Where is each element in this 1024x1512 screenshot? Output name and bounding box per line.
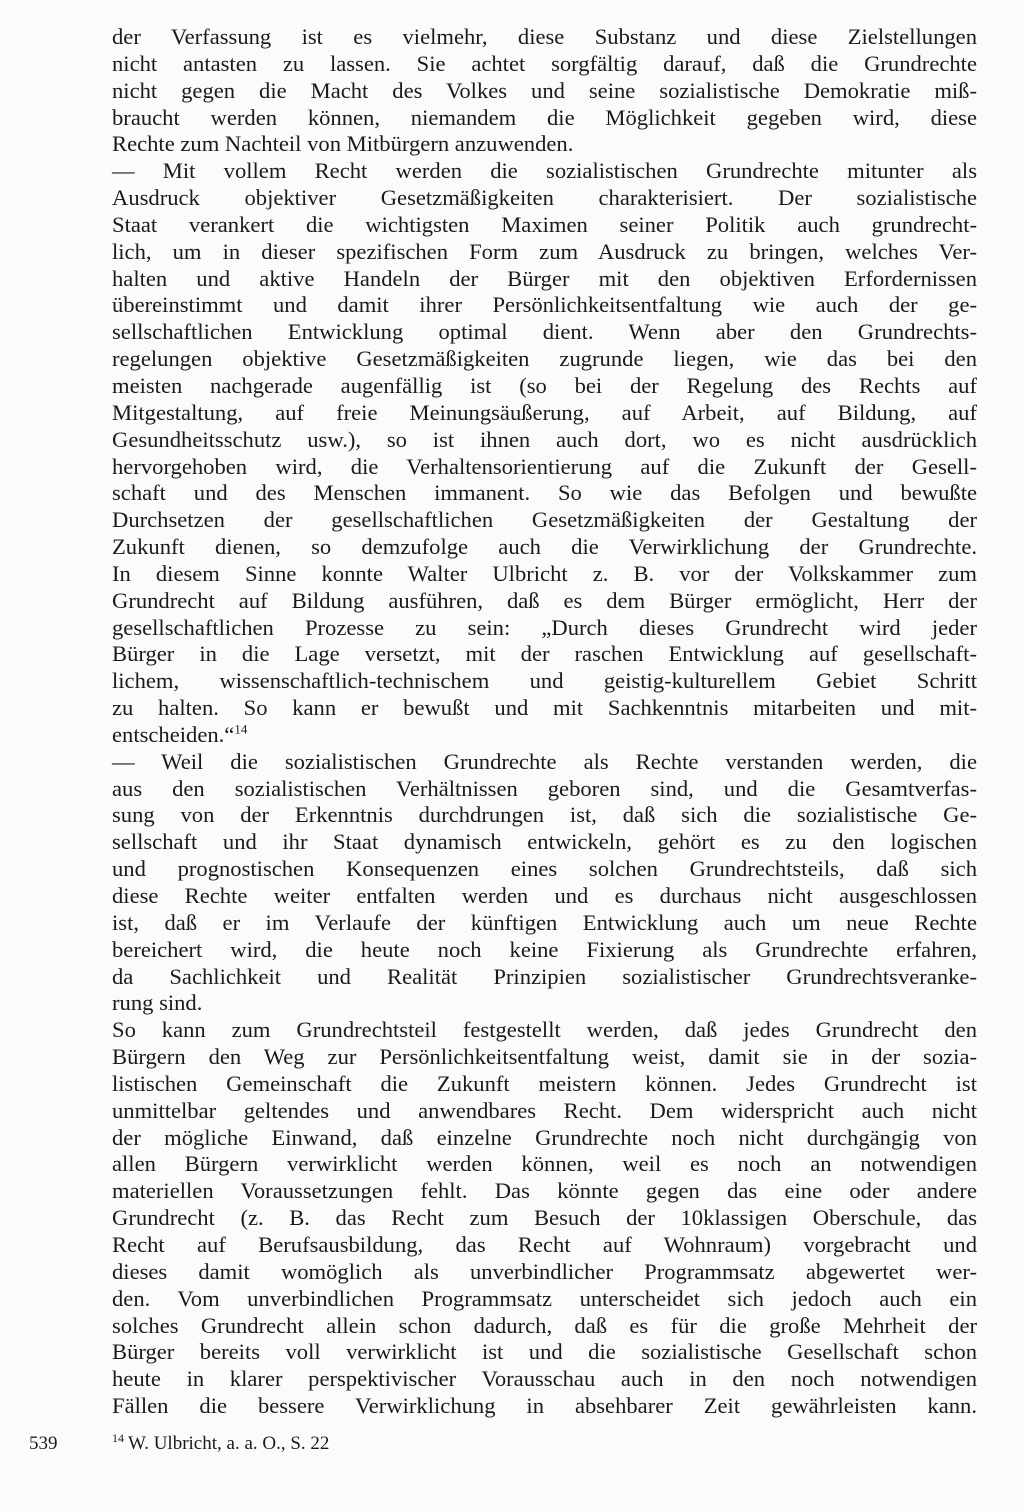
text-line: da Sachlichkeit und Realität Prinzipien sozialistischer Grundrechtsveranke- xyxy=(112,963,977,989)
text-line: — Mit vollem Recht werden die sozialistischen Grundrechte mitunter als xyxy=(112,158,977,184)
text-line: Gesundheitsschutz usw.), so ist ihnen auch dort, wo es nicht ausdrücklich xyxy=(112,426,977,452)
text-line: zu halten. So kann er bewußt und mit Sachkenntnis mitarbeiten und mit- xyxy=(112,695,977,721)
text-line: listischen Gemeinschaft die Zukunft meistern können. Jedes Grundrecht ist xyxy=(112,1070,977,1096)
text-line: Rechte zum Nachteil von Mitbürgern anzuwenden. xyxy=(112,131,574,157)
text-line: Grundrecht (z. B. das Recht zum Besuch der 10klassigen Oberschule, das xyxy=(112,1205,977,1231)
text-line: — Weil die sozialistischen Grundrechte als Rechte verstanden werden, die xyxy=(112,748,977,774)
text-line: meisten nachgerade augenfällig ist (so bei der Regelung des Rechts auf xyxy=(112,372,977,398)
text-line: materiellen Voraussetzungen fehlt. Das könnte gegen das eine oder andere xyxy=(112,1178,977,1204)
footnote-14 xyxy=(112,1430,330,1455)
footnote-text: W. Ulbricht, a. a. O., S. 22 xyxy=(128,1433,330,1454)
text-line: schaft und des Menschen immanent. So wie das Befolgen und bewußte xyxy=(112,480,977,506)
text-line: In diesem Sinne konnte Walter Ulbricht z. B. vor der Volkskammer zum xyxy=(112,560,977,586)
text-line: der mögliche Einwand, daß einzelne Grundrechte noch nicht durchgängig von xyxy=(112,1124,977,1150)
text-line: sung von der Erkenntnis durchdrungen ist, daß sich die sozialistische Ge- xyxy=(112,802,977,828)
page-number: 539 xyxy=(29,1433,58,1454)
text-line: der Verfassung ist es vielmehr, diese Substanz und diese Zielstellungen xyxy=(112,24,977,49)
text-line: solches Grundrecht allein schon dadurch, daß es für die große Mehrheit der xyxy=(112,1312,977,1338)
text-line: dieses damit womöglich als unverbindlicher Programmsatz abgewertet wer- xyxy=(112,1258,977,1284)
text-line: braucht werden können, niemandem die Möglichkeit gegeben wird, diese xyxy=(112,104,977,130)
text-line: nicht antasten zu lassen. Sie achtet sorgfältig darauf, daß die Grundrechte xyxy=(112,50,977,76)
text-line: aus den sozialistischen Verhältnissen geboren sind, und die Gesamtverfas- xyxy=(112,775,977,801)
text-line: und prognostischen Konsequenzen eines solchen Grundrechtsteils, daß sich xyxy=(112,856,977,882)
text-line: gesellschaftlichen Prozesse zu sein: „Durch dieses Grundrecht wird jeder xyxy=(112,614,977,640)
paragraph xyxy=(112,749,977,1017)
text-line: Recht auf Berufsausbildung, das Recht auf Wohnraum) vorgebracht und xyxy=(112,1231,977,1257)
text-line: lich, um in dieser spezifischen Form zum Ausdruck zu bringen, welches Ver- xyxy=(112,238,977,264)
text-line: Durchsetzen der gesellschaftlichen Gesetzmäßigkeiten der Gestaltung der xyxy=(112,507,977,533)
text-line: Fällen die bessere Verwirklichung in absehbarer Zeit gewährleisten kann. xyxy=(112,1393,977,1419)
text-line: allen Bürgern verwirklicht werden können, weil es noch an notwendigen xyxy=(112,1151,977,1177)
text-line: Zukunft dienen, so demzufolge auch die Verwirklichung der Grundrechte. xyxy=(112,534,977,560)
text-line: den. Vom unverbindlichen Programmsatz unterscheidet sich jedoch auch ein xyxy=(112,1285,977,1311)
text-line xyxy=(112,722,977,749)
footnote-mark: 14 xyxy=(112,1430,124,1445)
text-line: Bürgern den Weg zur Persönlichkeitsentfaltung weist, damit sie in der sozia- xyxy=(112,1044,977,1070)
text-line: Mitgestaltung, auf freie Meinungsäußerung, auf Arbeit, auf Bildung, auf xyxy=(112,399,977,425)
text-line: Ausdruck objektiver Gesetzmäßigkeiten charakterisiert. Der sozialistische xyxy=(112,185,977,211)
footnote-reference: 14 xyxy=(234,721,248,737)
text-line: hervorgehoben wird, die Verhaltensorientierung auf die Zukunft der Gesell- xyxy=(112,453,977,479)
text-line: sellschaft und ihr Staat dynamisch entwickeln, gehört es zu den logischen xyxy=(112,829,977,855)
text-line: übereinstimmt und damit ihrer Persönlichkeitsentfaltung wie auch der ge- xyxy=(112,292,977,318)
text-line: diese Rechte weiter entfalten werden und es durchaus nicht ausgeschlossen xyxy=(112,883,977,908)
text-line: ist, daß er im Verlaufe der künftigen Entwicklung auch um neue Rechte xyxy=(112,909,977,935)
text-line: bereichert wird, die heute noch keine Fixierung als Grundrechte erfahren, xyxy=(112,936,977,962)
text-line: nicht gegen die Macht des Volkes und seine sozialistische Demokratie miß- xyxy=(112,77,977,103)
text-line: halten und aktive Handeln der Bürger mit den objektiven Erfordernissen xyxy=(112,265,977,291)
text-line: sellschaftlichen Entwicklung optimal dient. Wenn aber den Grundrechts- xyxy=(112,319,977,345)
text-line: unmittelbar geltendes und anwendbares Recht. Dem widerspricht auch nicht xyxy=(112,1097,977,1123)
text-line: lichem, wissenschaftlich-technischem und geistig-kulturellem Gebiet Schritt xyxy=(112,668,977,694)
text-line: So kann zum Grundrechtsteil festgestellt werden, daß jedes Grundrecht den xyxy=(112,1017,977,1043)
text-line-content: entscheiden.“ xyxy=(112,721,235,747)
text-line: Bürger bereits voll verwirklicht ist und die sozialistische Gesellschaft schon xyxy=(112,1339,977,1365)
text-line: rung sind. xyxy=(112,990,203,1016)
text-line: Grundrecht auf Bildung ausführen, daß es dem Bürger ermöglicht, Herr der xyxy=(112,587,977,613)
paragraph xyxy=(112,1017,977,1420)
text-line: regelungen objektive Gesetzmäßigkeiten zugrunde liegen, wie das bei den xyxy=(112,346,977,372)
text-line: Staat verankert die wichtigsten Maximen seiner Politik auch grundrecht- xyxy=(112,211,977,237)
paragraph xyxy=(112,158,977,749)
body-text xyxy=(112,24,977,1420)
text-line: Bürger in die Lage versetzt, mit der raschen Entwicklung auf gesellschaft- xyxy=(112,641,977,667)
text-line: heute in klarer perspektivischer Vorausschau auch in den noch notwendigen xyxy=(112,1366,977,1392)
page-footer xyxy=(0,1430,1024,1463)
paragraph xyxy=(112,24,977,158)
